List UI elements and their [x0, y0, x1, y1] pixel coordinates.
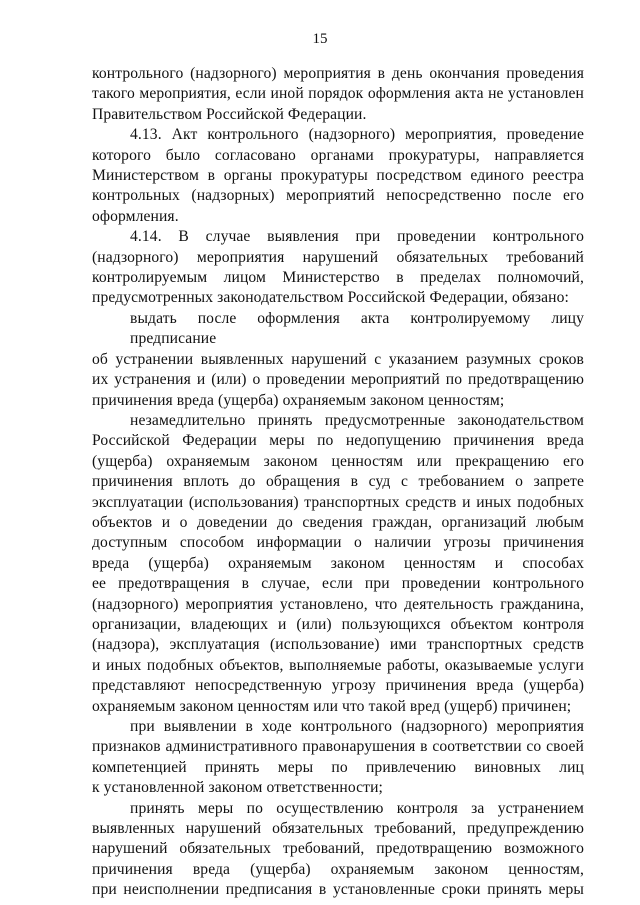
- text-line: представляют непосредственную угрозу причинения вреда (ущерба): [92, 677, 584, 695]
- text-line: такого мероприятия, если иной порядок оформления акта не установлен: [92, 85, 584, 103]
- text-line: предусмотренных законодательством Российской Федерации, обязано:: [92, 289, 569, 307]
- paragraph-p-intro: [92, 64, 584, 125]
- text-line: при неисполнении предписания в установленные сроки принять меры: [92, 881, 584, 899]
- text-line: организации, владеющих и (или) пользующихся объектом контроля: [92, 615, 584, 633]
- text-line: охраняемым законом ценностям или что такой вред (ущерб) причинен;: [92, 697, 572, 715]
- text-line: оформления.: [92, 207, 179, 225]
- paragraph-p-issue: [92, 309, 584, 411]
- text-line: и иных подобных объектов, выполняемые работы, оказываемые услуги: [92, 656, 584, 674]
- document-body: [92, 64, 584, 901]
- text-line: причинения вреда (ущерба) охраняемым законом ценностям,: [92, 860, 584, 878]
- text-line: ее предотвращения в случае, если при проведении контрольного: [92, 575, 584, 593]
- text-line: 4.13. Акт контрольного (надзорного) мероприятия, проведение: [130, 126, 584, 144]
- text-line: выдать после оформления акта контролируемому лицу предписание: [130, 309, 584, 348]
- text-line: контрольного (надзорного) мероприятия в день окончания проведения: [92, 65, 584, 82]
- text-line: при выявлении в ходе контрольного (надзорного) мероприятия: [130, 718, 584, 735]
- paragraph-p-4-13: [92, 125, 584, 227]
- text-line: незамедлительно принять предусмотренные законодательством: [130, 411, 584, 429]
- text-line: об устранении выявленных нарушений с указанием разумных сроков: [92, 350, 584, 368]
- text-line: Правительством Российской Федерации.: [92, 105, 367, 123]
- text-line: объектов и о доведении до сведения граждан, организаций любым: [92, 513, 584, 531]
- text-line: доступным способом информации о наличии угрозы причинения: [92, 534, 584, 552]
- text-line: выявленных нарушений обязательных требований, предупреждению: [92, 820, 584, 838]
- text-line: 4.14. В случае выявления при проведении контрольного: [130, 228, 584, 246]
- text-line: признаков административного правонарушения в соответствии со своей: [92, 738, 584, 756]
- paragraph-p-measures: [92, 799, 584, 901]
- page-number: 15: [312, 31, 328, 47]
- text-line: Российской Федерации меры по недопущению причинения вреда: [92, 432, 584, 450]
- text-line: принять меры по осуществлению контроля за устранением: [130, 799, 584, 817]
- paragraph-p-immediately: [92, 411, 584, 717]
- text-line: Министерством в органы прокуратуры посредством единого реестра: [92, 167, 584, 185]
- text-line: нарушений обязательных требований, предотвращению возможного: [92, 840, 584, 858]
- text-line: эксплуатации (использования) транспортных средств и иных подобных: [92, 493, 584, 511]
- text-line: (надзора), эксплуатация (использование) ими транспортных средств: [92, 636, 584, 654]
- paragraph-p-4-14: [92, 227, 584, 309]
- text-line: (ущерба) охраняемым законом ценностям или прекращению его: [92, 452, 584, 470]
- text-line: (надзорного) мероприятия установлено, что деятельность гражданина,: [92, 595, 584, 613]
- text-line: контрольных (надзорных) мероприятий непосредственно после его: [92, 187, 584, 205]
- text-line: причинения вплоть до обращения в суд с требованием о запрете: [92, 473, 584, 491]
- paragraph-p-admin: [92, 717, 584, 799]
- text-line: их устранения и (или) о проведении мероприятий по предотвращению: [92, 371, 584, 389]
- text-line: контролируемым лицом Министерство в пределах полномочий,: [92, 269, 584, 287]
- text-line: компетенцией принять меры по привлечению виновных лиц: [92, 758, 584, 776]
- text-line: (надзорного) мероприятия нарушений обязательных требований: [92, 248, 584, 266]
- text-line: причинения вреда (ущерба) охраняемым законом ценностям;: [92, 391, 505, 409]
- text-line: которого было согласовано органами прокуратуры, направляется: [92, 146, 584, 164]
- text-line: вреда (ущерба) охраняемым законом ценностям и способах: [92, 554, 584, 572]
- text-line: к установленной законом ответственности;: [92, 779, 383, 797]
